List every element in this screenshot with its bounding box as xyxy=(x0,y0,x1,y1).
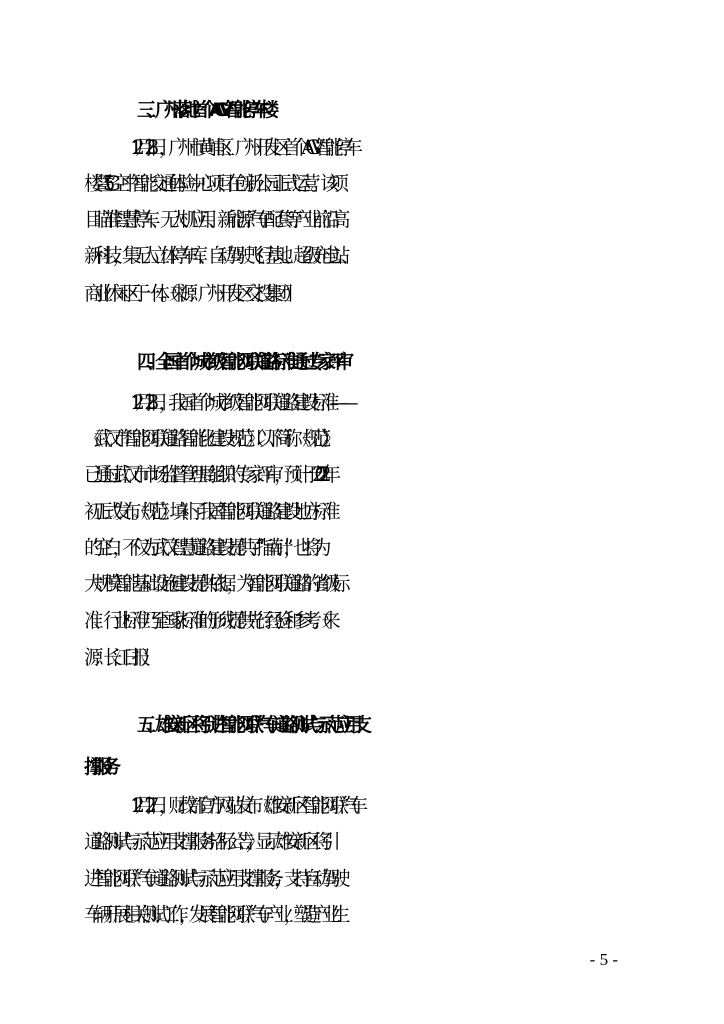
section-5-heading: 撑服务 xyxy=(84,756,112,778)
section-3-paragraph-line: 新科技，集无人立体停车库、自动驾驶飞行基地、超级充电站、 xyxy=(84,244,351,267)
section-4-paragraph-line: 《武汉市智能网联道路智能化建设规范》（以下简称《规范》） xyxy=(84,427,331,450)
section-4-heading: 四、全国首个城市级智能网联道路标准通过专家评审 xyxy=(137,351,345,373)
section-4-paragraph-line: 准、行业标准乃至国家标准的形成提供先行经验和参考。（来 xyxy=(84,609,331,632)
page-number: - 5 - xyxy=(589,950,618,969)
section-4-paragraph-line: 12月28日，我国首个城市级智能网联道路建设标准—— xyxy=(130,391,349,414)
section-3-paragraph-line: 目瞄准智慧停车、无人机应用、新能源汽车配套等产业前沿高 xyxy=(84,208,341,231)
section-3-paragraph-line: 商业休闲区于一体。（来源：广州开发区交投集团） xyxy=(84,282,293,305)
section-4-paragraph-line: 初正式发布。《规范》填补了我国智能网联道路建设地方标准 xyxy=(84,500,331,523)
section-3-heading: 三、广州落地首个AGV智能停车楼 xyxy=(137,99,270,121)
section-3-paragraph-line: 12月28日，广州市黄埔区、广州开发区首个AGV智能停车 xyxy=(130,136,353,159)
section-5-paragraph-line: 道路测试与示范应用支撑服务招标公告》，显示雄安新区将引 xyxy=(84,830,331,853)
section-5-paragraph-line: 进智能网联汽车道路测试与示范应用支撑服务，支持自动驾驶 xyxy=(84,867,341,890)
section-5-heading: 五、雄安新区将引进智能网联汽车道路测试与示范应用支 xyxy=(137,714,363,736)
section-4-paragraph-line: 已通过武汉市市场监督管理局组织的专家评审，预计于2022年 xyxy=(84,463,332,486)
section-4-paragraph-line: 大规模智能基础设施建设提供依据，为智能网联道路的省级标 xyxy=(84,572,341,595)
section-4-paragraph-line: 的空白，不仅为武汉智慧道路建设提供了“指南针”，也将为 xyxy=(84,536,322,559)
section-4-paragraph-line: 源：长江日报） xyxy=(84,646,151,669)
section-5-paragraph-line: 12月27日，财政部官方网站发布《雄安新区智能网联汽车 xyxy=(130,794,359,817)
section-3-paragraph-line: 楼暨5G空中智能交通体验中心项目在创新公园正式运营。该项 xyxy=(84,172,339,195)
section-5-paragraph-line: 车辆开展相关测试工作，发展智能网联汽车产业，塑造产业生 xyxy=(84,903,341,926)
